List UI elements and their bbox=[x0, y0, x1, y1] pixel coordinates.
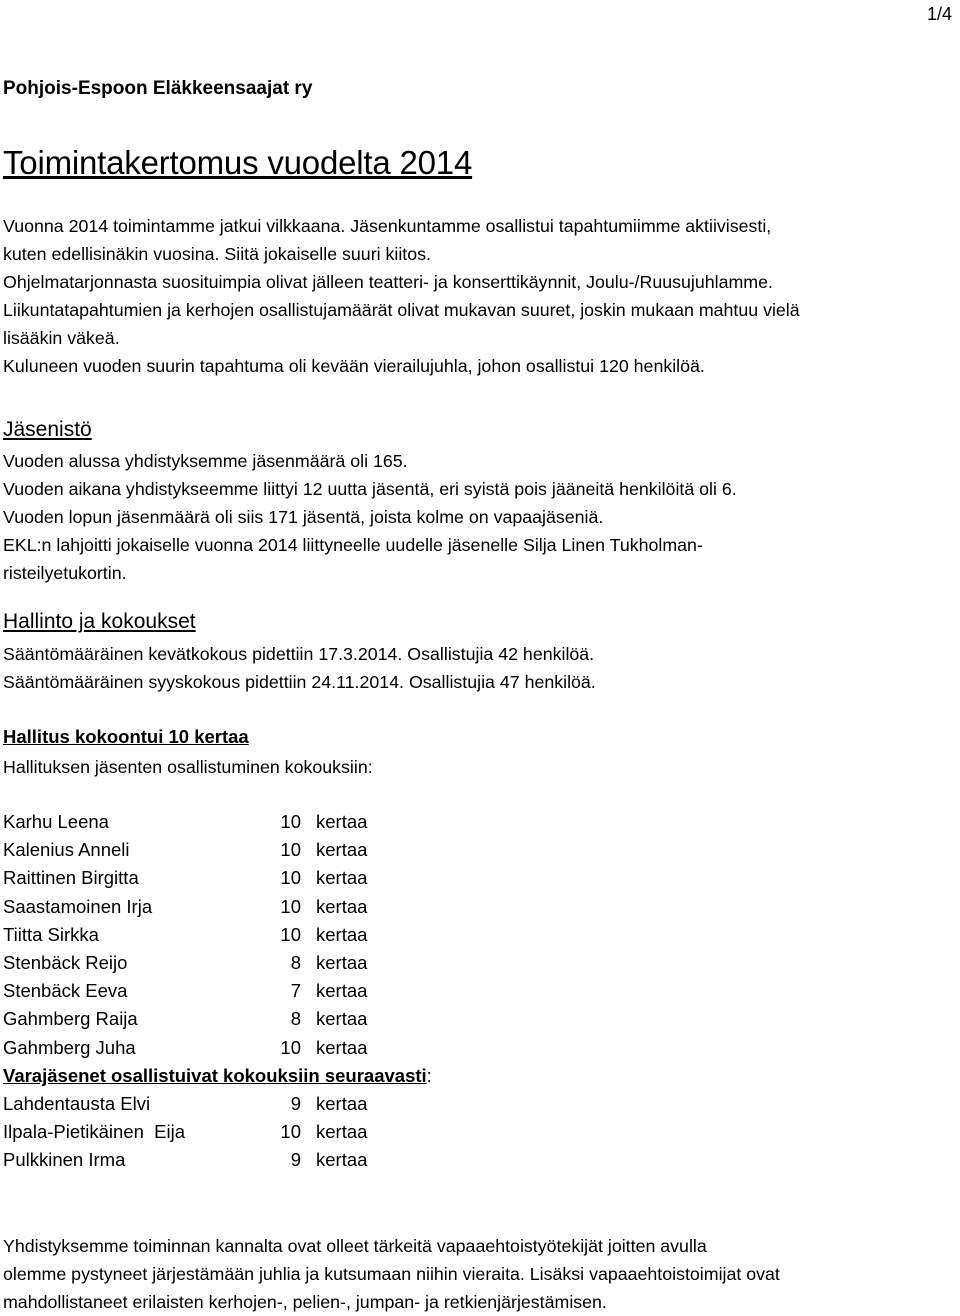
intro-line: Kuluneen vuoden suurin tapahtuma oli kevään vierailujuhla, johon osallistui 120 henkilöä. bbox=[3, 356, 705, 376]
membership-line: Vuoden alussa yhdistyksemme jäsenmäärä oli 165. bbox=[3, 451, 408, 471]
attendance-unit: kertaa bbox=[316, 951, 368, 973]
intro-line: Ohjelmatarjonnasta suosituimpia olivat jälleen teatteri- ja konserttikäynnit, Joulu-/Ruusujuhlamme. bbox=[3, 272, 773, 292]
member-name: Gahmberg Raija bbox=[3, 1008, 138, 1030]
member-name: Karhu Leena bbox=[3, 811, 109, 832]
attendance-count: 10 bbox=[280, 923, 301, 945]
membership-paragraph bbox=[3, 447, 737, 587]
attendance-count: 10 bbox=[280, 811, 301, 832]
intro-line: lisääkin väkeä. bbox=[3, 328, 120, 348]
administration-paragraph bbox=[3, 640, 596, 696]
intro-line: Liikuntatapahtumien ja kerhojen osallistujamäärät olivat mukavan suuret, joskin mukaan mahtuu vielä bbox=[3, 300, 800, 320]
member-name: Tiitta Sirkka bbox=[3, 923, 99, 945]
attendance-unit: kertaa bbox=[316, 1092, 368, 1114]
board-subheading: Hallituksen jäsenten osallistuminen kokouksiin: bbox=[3, 757, 373, 777]
attendance-count: 10 bbox=[280, 1121, 301, 1143]
attendance-unit: kertaa bbox=[316, 839, 368, 861]
membership-line: Vuoden lopun jäsenmäärä oli siis 171 jäsentä, joista kolme on vapaajäseniä. bbox=[3, 507, 604, 527]
administration-line: Sääntömääräinen syyskokous pidettiin 24.11.2014. Osallistujia 47 henkilöä. bbox=[3, 672, 596, 692]
attendance-unit: kertaa bbox=[316, 867, 368, 889]
attendance-unit: kertaa bbox=[316, 811, 368, 832]
closing-line: Yhdistyksemme toiminnan kannalta ovat olleet tärkeitä vapaaehtoistyötekijät joitten avulla bbox=[3, 1236, 707, 1256]
attendance-unit: kertaa bbox=[316, 1008, 368, 1030]
member-name: Gahmberg Juha bbox=[3, 1036, 136, 1058]
attendance-count: 10 bbox=[280, 867, 301, 889]
attendance-unit: kertaa bbox=[316, 895, 368, 917]
organization-name: Pohjois-Espoon Eläkkeensaajat ry bbox=[3, 78, 313, 99]
attendance-count: 8 bbox=[290, 951, 301, 973]
deputy-name: Pulkkinen Irma bbox=[3, 1149, 126, 1171]
closing-paragraph bbox=[3, 1232, 780, 1316]
intro-line: kuten edellisinäkin vuosina. Siitä jokaiselle suuri kiitos. bbox=[3, 244, 431, 264]
member-name: Raittinen Birgitta bbox=[3, 867, 139, 889]
attendance-unit: kertaa bbox=[316, 1149, 368, 1171]
attendance-count: 10 bbox=[280, 1036, 301, 1058]
administration-heading: Hallinto ja kokoukset bbox=[3, 610, 196, 633]
membership-heading: Jäsenistö bbox=[3, 418, 92, 441]
intro-paragraph bbox=[3, 212, 800, 380]
attendance-unit: kertaa bbox=[316, 923, 368, 945]
attendance-count: 9 bbox=[290, 1149, 301, 1171]
document-title: Toimintakertomus vuodelta 2014 bbox=[3, 144, 473, 181]
deputies-heading: Varajäsenet osallistuivat kokouksiin seuraavasti: bbox=[3, 1064, 432, 1086]
attendance-unit: kertaa bbox=[316, 1036, 368, 1058]
attendance-count: 10 bbox=[280, 895, 301, 917]
attendance-count: 9 bbox=[290, 1092, 301, 1114]
closing-line: mahdollistaneet erilaisten kerhojen-, pelien-, jumpan- ja retkienjärjestämisen. bbox=[3, 1292, 607, 1312]
membership-line: EKL:n lahjoitti jokaiselle vuonna 2014 liittyneelle uudelle jäsenelle Silja Linen Tukholman- bbox=[3, 535, 703, 555]
attendance-unit: kertaa bbox=[316, 980, 368, 1002]
attendance-count: 7 bbox=[290, 980, 301, 1002]
attendance-unit: kertaa bbox=[316, 1121, 368, 1143]
page-number: 1/4 bbox=[926, 4, 952, 24]
attendance-count: 10 bbox=[280, 839, 301, 861]
attendance-count: 8 bbox=[290, 1008, 301, 1030]
intro-line: Vuonna 2014 toimintamme jatkui vilkkaana. Jäsenkuntamme osallistui tapahtumiimme aktiivisesti, bbox=[3, 216, 772, 236]
administration-line: Sääntömääräinen kevätkokous pidettiin 17.3.2014. Osallistujia 42 henkilöä. bbox=[3, 644, 595, 664]
deputy-name: Ilpala-Pietikäinen Eija bbox=[3, 1121, 186, 1143]
member-name: Kalenius Anneli bbox=[3, 839, 130, 861]
membership-line: risteilyetukortin. bbox=[3, 563, 127, 583]
membership-line: Vuoden aikana yhdistykseemme liittyi 12 uutta jäsentä, eri syistä pois jääneitä henkilöitä oli 6. bbox=[3, 479, 737, 499]
board-heading: Hallitus kokoontui 10 kertaa bbox=[3, 726, 249, 747]
closing-line: olemme pystyneet järjestämään juhlia ja kutsumaan niihin vieraita. Lisäksi vapaaehtoistoimijat ovat bbox=[3, 1264, 780, 1284]
deputy-name: Lahdentausta Elvi bbox=[3, 1092, 151, 1114]
member-name: Stenbäck Eeva bbox=[3, 980, 128, 1002]
member-name: Stenbäck Reijo bbox=[3, 951, 128, 973]
member-name: Saastamoinen Irja bbox=[3, 895, 153, 917]
